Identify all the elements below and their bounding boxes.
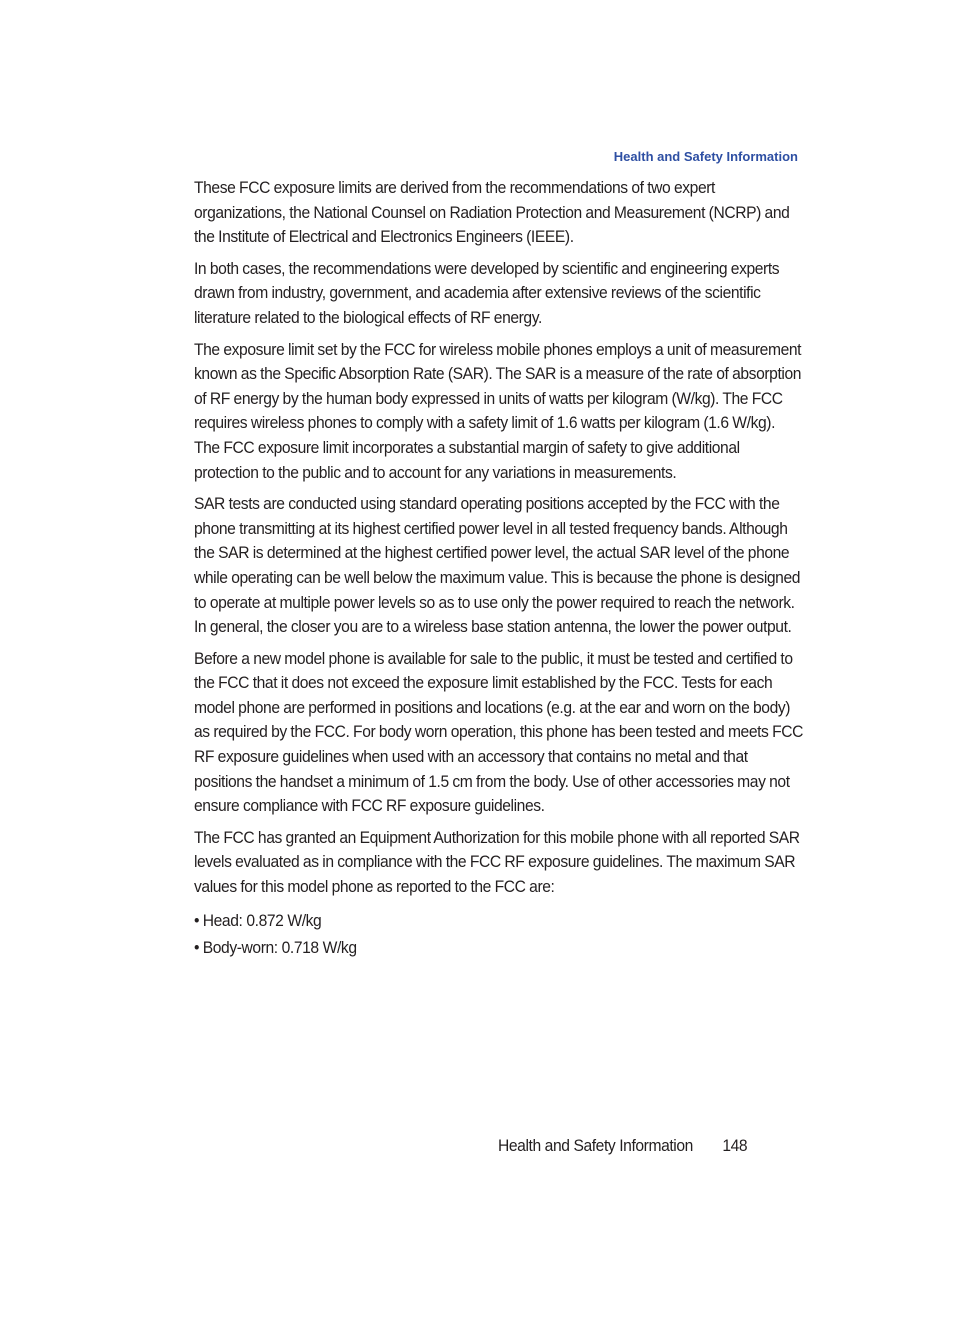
page-footer bbox=[498, 1136, 747, 1156]
sar-values-list bbox=[194, 907, 804, 961]
paragraph-recommendations: In both cases, the recommendations were developed by scientific and engineering experts drawn from industry, government, and academia after extensive reviews of the scientific literature related to the biological effects of RF energy. bbox=[194, 258, 780, 327]
page-number: 148 bbox=[722, 1136, 748, 1155]
paragraph-model-certification: Before a new model phone is available for sale to the public, it must be tested and certified to the FCC that it does not exceed the exposure limit established by the FCC. Tests for each model phone are performed in positions and locations (e.g. at the ear and worn on the body) as required by the FCC. For body worn operation, this phone has been tested and meets FCC RF exposure guidelines when used with an accessory that contains no metal and that positions the handset a minimum of 1.5 cm from the body. Use of other accessories may not ensure compliance with FCC RF exposure guidelines. bbox=[194, 648, 804, 816]
paragraph-sar-tests: SAR tests are conducted using standard operating positions accepted by the FCC with the phone transmitting at its highest certified power level in all tested frequency bands. Although the SAR is determined at the highest certified power level, the actual SAR level of the phone while operating can be well below the maximum value. This is because the phone is designed to operate at multiple power levels so as to use only the power required to reach the network. In general, the closer you are to a wireless base station antenna, the lower the power output. bbox=[194, 494, 801, 637]
paragraph-fcc-limits-origin: These FCC exposure limits are derived from the recommendations of two expert organizations, the National Counsel on Radiation Protection and Measurement (NCRP) and the Institute of Electrical and Electronics Engineers (IEEE). bbox=[194, 178, 790, 247]
list-item bbox=[194, 934, 804, 961]
paragraph-sar-definition: The exposure limit set by the FCC for wireless mobile phones employs a unit of measurement known as the Specific Absorption Rate (SAR). The SAR is a measure of the rate of absorption of RF energy by the human body expressed in units of watts per kilogram (W/kg). The FCC requires wireless phones to comply with a safety limit of 1.6 watts per kilogram (1.6 W/kg). The FCC exposure limit incorporates a substantial margin of safety to give additional protection to the public and to account for any variations in measurements. bbox=[194, 339, 802, 482]
footer-section-title: Health and Safety Information bbox=[498, 1136, 693, 1155]
sar-body-worn-value: Body-worn: 0.718 W/kg bbox=[202, 937, 357, 957]
bullet-icon: • bbox=[194, 937, 200, 957]
running-header: Health and Safety Information bbox=[613, 149, 798, 164]
page-body bbox=[194, 176, 804, 961]
paragraph-equipment-authorization: The FCC has granted an Equipment Authorization for this mobile phone with all reported SAR levels evaluated as in compliance with the FCC RF exposure guidelines. The maximum SAR values for this model phone as reported to the FCC are: bbox=[194, 827, 800, 897]
bullet-icon: • bbox=[194, 910, 200, 930]
list-item bbox=[194, 907, 804, 934]
sar-head-value: Head: 0.872 W/kg bbox=[202, 910, 322, 930]
